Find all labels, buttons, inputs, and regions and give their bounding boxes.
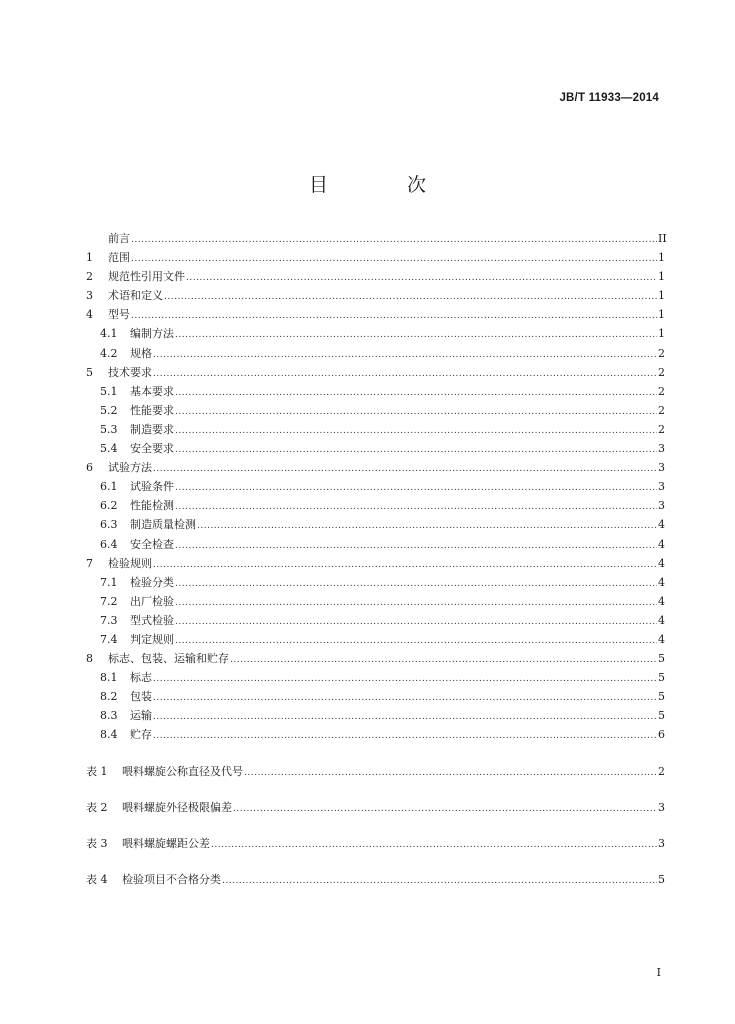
toc-entry-page: 2	[658, 365, 665, 379]
toc-entry-number: 4.2	[100, 346, 118, 360]
dot-leader	[175, 326, 657, 345]
toc-entry-label: 规范性引用文件	[108, 270, 185, 284]
toc-entry-label: 安全检查	[130, 537, 174, 551]
tables-entry-page: 3	[658, 836, 665, 850]
dot-leader	[175, 422, 657, 441]
toc-entry[interactable]	[86, 668, 664, 687]
toc-entry-page: II	[658, 232, 667, 245]
toc-entry[interactable]	[86, 535, 664, 554]
toc-chapters	[86, 229, 667, 745]
dot-leader	[131, 231, 657, 250]
toc-entry-label: 运输	[130, 709, 152, 723]
toc-entry-label: 性能要求	[130, 403, 174, 417]
dot-leader	[153, 460, 657, 479]
toc-entry[interactable]	[86, 611, 664, 630]
toc-entry[interactable]	[86, 248, 664, 267]
dot-leader	[153, 346, 657, 365]
dot-leader	[175, 479, 657, 498]
toc-entry-page: 3	[658, 442, 665, 456]
toc-entry[interactable]	[86, 630, 664, 649]
toc-entry-number: 8.4	[100, 728, 118, 742]
toc-entry-page: 4	[658, 632, 665, 646]
toc-entry-number: 2	[86, 270, 93, 284]
tables-entry-page: 5	[658, 872, 665, 886]
dot-leader	[131, 250, 657, 269]
toc-entry-label: 前言	[108, 232, 130, 245]
toc-entry-page: 4	[658, 575, 665, 589]
dot-leader	[164, 288, 657, 307]
toc-entry-page: 1	[658, 327, 665, 341]
toc-entry-page: 5	[658, 671, 665, 685]
toc-entry[interactable]	[86, 687, 664, 706]
toc-entry-number: 7	[86, 556, 93, 570]
toc-entry[interactable]	[86, 725, 664, 744]
toc-entry-number: 8.2	[100, 690, 118, 704]
dot-leader	[153, 365, 657, 384]
toc-entry[interactable]	[86, 305, 664, 324]
toc-entry-number: 6.3	[100, 518, 118, 532]
toc-entry-page: 1	[658, 289, 665, 303]
toc-entry-page: 3	[658, 499, 665, 513]
tables-entry-label: 检验项目不合格分类	[122, 872, 221, 886]
toc-entry-page: 1	[658, 270, 665, 284]
toc-entry-number: 6.4	[100, 537, 118, 551]
toc-entry-label: 型式检验	[130, 613, 174, 627]
toc-entry-number: 3	[86, 289, 93, 303]
toc-entry[interactable]	[86, 420, 664, 439]
dot-leader	[230, 651, 657, 670]
toc-entry[interactable]	[86, 439, 664, 458]
toc-entry-label: 检验规则	[108, 556, 152, 570]
toc-entry-page: 4	[658, 613, 665, 627]
toc-entry-number: 8	[86, 652, 93, 666]
dot-leader	[175, 403, 657, 422]
toc-entry-page: 1	[658, 251, 665, 265]
tables-entry-label: 喂料螺旋公称直径及代号	[122, 764, 243, 778]
toc-entry-number: 8.1	[100, 671, 118, 685]
toc-entry-page: 2	[658, 403, 665, 417]
toc-entry-number: 4.1	[100, 327, 118, 341]
toc-entry-label: 包装	[130, 690, 152, 704]
toc-entry-page: 5	[658, 690, 665, 704]
dot-leader	[175, 613, 657, 632]
dot-leader	[186, 269, 657, 288]
dot-leader	[175, 594, 657, 613]
toc-entry-label: 贮存	[130, 728, 152, 742]
toc-entry-number: 5.4	[100, 442, 118, 456]
toc-entry-label: 编制方法	[130, 327, 174, 341]
toc-entry-label: 性能检测	[130, 499, 174, 513]
tables-entry[interactable]	[86, 834, 664, 853]
toc-entry-number: 7.1	[100, 575, 118, 589]
dot-leader	[244, 764, 657, 783]
tables-entry-number: 表 2	[86, 800, 108, 814]
toc-entry-page: 5	[658, 709, 665, 723]
toc-entry-number: 5.2	[100, 403, 118, 417]
toc-entry[interactable]	[86, 286, 664, 305]
toc-entry-page: 2	[658, 384, 665, 398]
toc-entry[interactable]	[86, 363, 664, 382]
toc-entry-number: 6	[86, 461, 93, 475]
dot-leader	[153, 689, 657, 708]
toc-entry-number: 5.1	[100, 384, 118, 398]
toc-entry-number: 6.2	[100, 499, 118, 513]
toc-entry-page: 4	[658, 594, 665, 608]
dot-leader	[153, 708, 657, 727]
tables-entry-page: 2	[658, 764, 665, 778]
toc-entry[interactable]	[86, 382, 664, 401]
toc-entry[interactable]	[86, 477, 664, 496]
toc-entry-number: 4	[86, 308, 93, 322]
page-number: I	[656, 966, 661, 979]
toc-entry-label: 标志、包装、运输和贮存	[108, 652, 229, 666]
toc-entry-label: 型号	[108, 308, 130, 322]
toc-entry-page: 4	[658, 518, 665, 532]
toc-entry-label: 试验条件	[130, 480, 174, 494]
toc-entry-number: 5	[86, 365, 93, 379]
toc-entry-label: 技术要求	[108, 365, 152, 379]
tables-entry-number: 表 3	[86, 836, 108, 850]
toc-entry-label: 制造要求	[130, 422, 174, 436]
toc-entry-page: 3	[658, 461, 665, 475]
toc-entry[interactable]	[86, 344, 664, 363]
tables-entry[interactable]	[86, 798, 664, 817]
dot-leader	[175, 384, 657, 403]
tables-entry-label: 喂料螺旋螺距公差	[122, 836, 210, 850]
toc-entry-page: 4	[658, 556, 665, 570]
page-title: 目 次	[308, 174, 456, 196]
dot-leader	[131, 307, 657, 326]
toc-entry-page: 1	[658, 308, 665, 322]
toc-entry[interactable]	[86, 554, 664, 573]
toc-entry[interactable]	[86, 706, 664, 725]
toc-entry-label: 范围	[108, 251, 130, 265]
toc-entry-label: 试验方法	[108, 461, 152, 475]
toc-entry[interactable]	[86, 592, 664, 611]
tables-entry[interactable]	[86, 762, 664, 781]
toc-entry-number: 7.4	[100, 632, 118, 646]
dot-leader	[211, 836, 657, 855]
toc-entry-label: 基本要求	[130, 384, 174, 398]
toc-entry[interactable]	[86, 267, 664, 286]
toc-entry-label: 术语和定义	[108, 289, 163, 303]
toc-entry-label: 判定规则	[130, 632, 174, 646]
toc-entry-label: 制造质量检测	[130, 518, 196, 532]
dot-leader	[153, 727, 657, 746]
toc-entry-page: 6	[658, 728, 665, 742]
toc-entry-label: 规格	[130, 346, 152, 360]
toc-entry-label: 安全要求	[130, 442, 174, 456]
toc-entry[interactable]	[86, 229, 667, 248]
toc-entry-number: 7.2	[100, 594, 118, 608]
tables-entry[interactable]	[86, 870, 664, 889]
tables-entry-number: 表 4	[86, 872, 108, 886]
toc-entry-label: 标志	[130, 671, 152, 685]
dot-leader	[153, 556, 657, 575]
dot-leader	[175, 537, 657, 556]
dot-leader	[233, 800, 657, 819]
toc-entry-page: 2	[658, 422, 665, 436]
toc-entry[interactable]	[86, 496, 664, 515]
toc-entry[interactable]	[86, 324, 664, 343]
dot-leader	[175, 441, 657, 460]
toc-entry[interactable]	[86, 515, 664, 534]
toc-entry-number: 6.1	[100, 480, 118, 494]
toc-tables	[86, 762, 664, 889]
toc-entry-page: 2	[658, 346, 665, 360]
toc-entry-number: 8.3	[100, 709, 118, 723]
tables-entry-number: 表 1	[86, 764, 108, 778]
tables-entry-label: 喂料螺旋外径极限偏差	[122, 800, 232, 814]
toc-entry[interactable]	[86, 401, 664, 420]
dot-leader	[222, 872, 657, 891]
dot-leader	[175, 632, 657, 651]
tables-entry-page: 3	[658, 800, 665, 814]
toc-entry-label: 出厂检验	[130, 594, 174, 608]
toc-entry-number: 5.3	[100, 422, 118, 436]
toc-entry-number: 1	[86, 251, 93, 265]
toc-entry[interactable]	[86, 649, 664, 668]
table-of-contents	[86, 229, 667, 889]
dot-leader	[175, 575, 657, 594]
toc-entry-number: 7.3	[100, 613, 118, 627]
dot-leader	[153, 670, 657, 689]
toc-entry[interactable]	[86, 573, 664, 592]
toc-entry[interactable]	[86, 458, 664, 477]
document-code: JB/T 11933—2014	[559, 92, 659, 104]
toc-entry-page: 3	[658, 480, 665, 494]
dot-leader	[175, 498, 657, 517]
toc-entry-label: 检验分类	[130, 575, 174, 589]
toc-entry-page: 5	[658, 652, 665, 666]
dot-leader	[197, 517, 657, 536]
toc-entry-page: 4	[658, 537, 665, 551]
